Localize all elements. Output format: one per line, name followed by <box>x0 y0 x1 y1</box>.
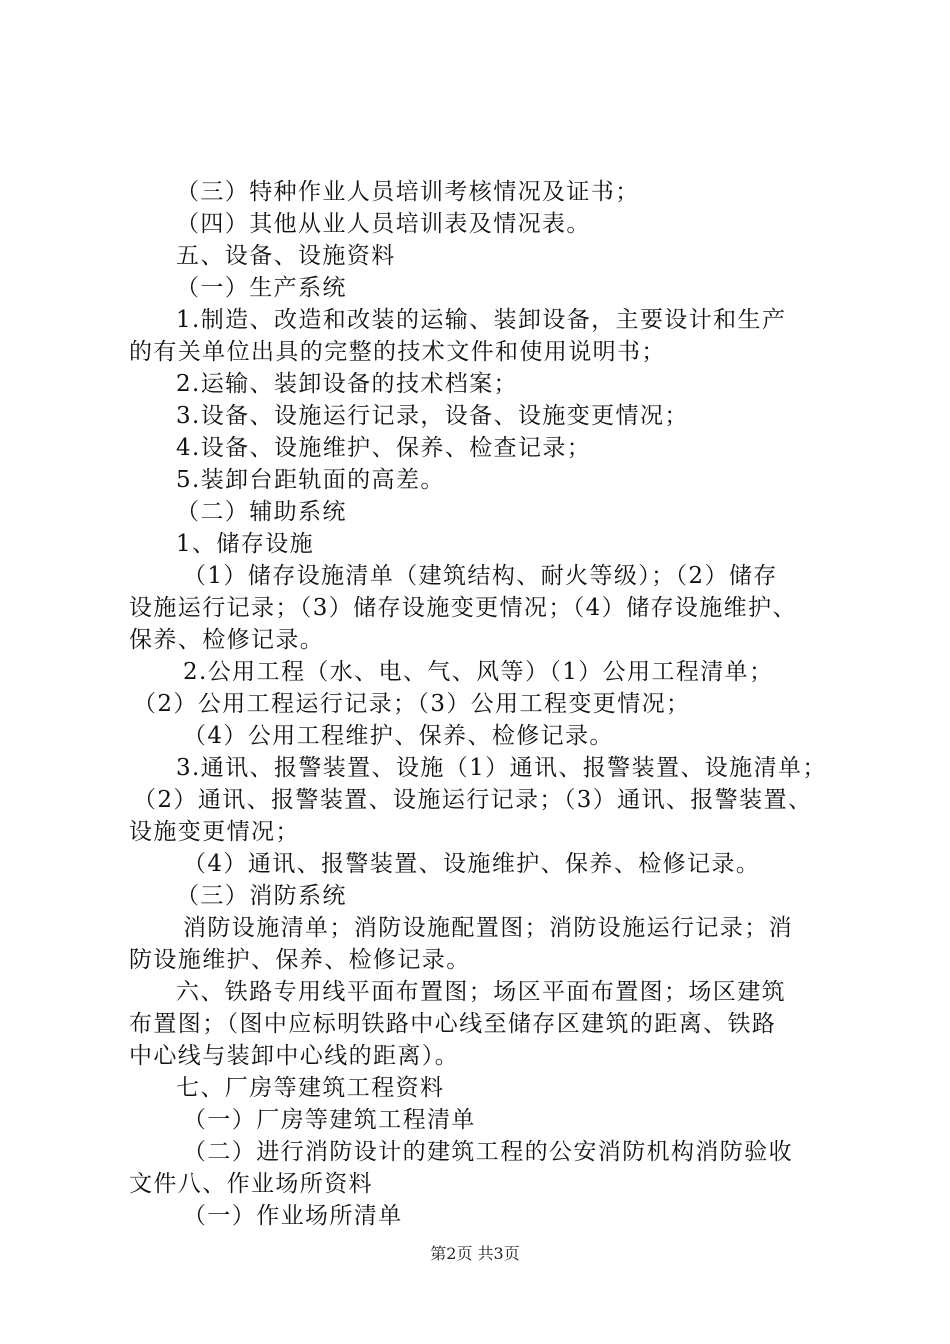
text-line: （一）厂房等建筑工程清单 <box>183 1107 476 1133</box>
document-body <box>129 176 834 1232</box>
text-line: 1.制造、改造和改装的运输、装卸设备，主要设计和生产 <box>176 307 787 333</box>
text-line: 设施变更情况； <box>129 819 300 845</box>
text-line: （二）进行消防设计的建筑工程的公安消防机构消防验收 <box>183 1139 793 1165</box>
text-line: 设施运行记录；（3）储存设施变更情况；（4）储存设施维护、 <box>129 595 797 621</box>
text-line: 保养、检修记录。 <box>129 627 325 653</box>
text-line: 2.公用工程（水、电、气、风等）（1）公用工程清单； <box>183 659 774 685</box>
text-line: 1、储存设施 <box>176 531 315 557</box>
text-line: 5.装卸台距轨面的高差。 <box>176 467 445 493</box>
text-line: 布置图；（图中应标明铁路中心线至储存区建筑的距离、铁路 <box>129 1011 777 1037</box>
text-line: （4）通讯、报警装置、设施维护、保养、检修记录。 <box>183 851 761 877</box>
text-line: 2.运输、装卸设备的技术档案； <box>176 371 518 397</box>
text-line: （4）公用工程维护、保养、检修记录。 <box>183 723 614 749</box>
text-line: 防设施维护、保养、检修记录。 <box>129 947 471 973</box>
text-line: 4.设备、设施维护、保养、检查记录； <box>176 435 592 461</box>
text-line: （1）储存设施清单（建筑结构、耐火等级）；（2）储存 <box>183 563 778 589</box>
text-line: （2）通讯、报警装置、设施运行记录；（3）通讯、报警装置、 <box>133 787 813 813</box>
text-line: 消防设施清单；消防设施配置图；消防设施运行记录；消 <box>183 915 793 941</box>
text-line: 3.通讯、报警装置、设施（1）通讯、报警装置、设施清单； <box>176 755 827 781</box>
text-line: （三）特种作业人员培训考核情况及证书； <box>176 179 640 205</box>
text-line: 3.设备、设施运行记录，设备、设施变更情况； <box>176 403 689 429</box>
text-line: 的有关单位出具的完整的技术文件和使用说明书； <box>129 339 666 365</box>
text-line: 五、设备、设施资料 <box>176 243 396 269</box>
text-line: 中心线与装卸中心线的距离）。 <box>129 1043 460 1069</box>
text-line: 文件八、作业场所资料 <box>129 1171 373 1197</box>
text-line: 七、厂房等建筑工程资料 <box>176 1075 445 1101</box>
text-line: （三）消防系统 <box>176 883 347 909</box>
page-footer: 第2页 共3页 <box>430 1244 520 1263</box>
text-line: （一）生产系统 <box>176 275 347 301</box>
text-line: （四）其他从业人员培训表及情况表。 <box>176 211 591 237</box>
text-line: 六、铁路专用线平面布置图；场区平面布置图；场区建筑 <box>176 979 786 1005</box>
text-line: （2）公用工程运行记录；（3）公用工程变更情况； <box>133 691 691 717</box>
text-line: （二）辅助系统 <box>176 499 347 525</box>
text-line: （一）作业场所清单 <box>183 1203 403 1229</box>
